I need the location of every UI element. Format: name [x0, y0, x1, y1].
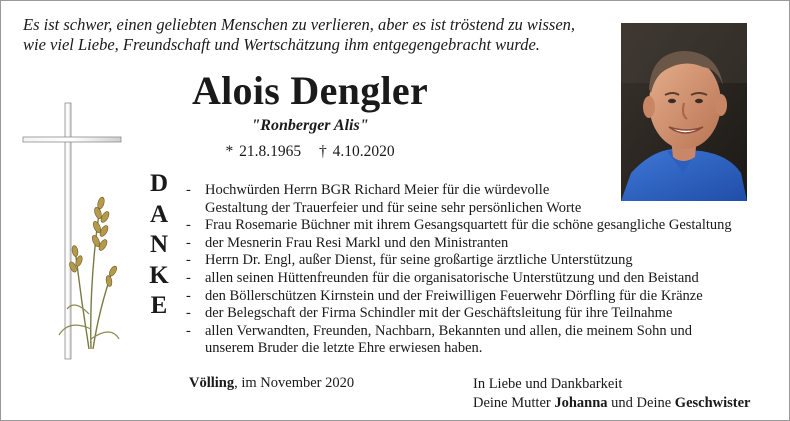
list-item [184, 270, 764, 288]
dash-bullet: - [186, 322, 191, 339]
dash-bullet: - [186, 182, 191, 198]
list-item [184, 182, 764, 217]
danke-letter: N [149, 231, 169, 258]
danke-letter: D [149, 170, 169, 197]
dash-bullet: - [186, 217, 191, 234]
cross-with-wheat-icon [19, 99, 129, 367]
list-item [184, 288, 764, 306]
place-name: Völling [189, 375, 235, 391]
siblings-label: Geschwister [674, 395, 751, 411]
list-item-line: Gestaltung der Trauerfeier und für seine sehr persönlichen Worte [205, 199, 582, 216]
dash-bullet: - [186, 234, 191, 251]
deceased-nickname: "Ronberger Alis" [251, 117, 369, 134]
intro-text [23, 15, 603, 55]
birth-date: * 21.8.1965 [225, 143, 302, 160]
danke-letter: A [149, 200, 169, 228]
list-item [184, 217, 764, 235]
dash-bullet: - [186, 252, 191, 269]
list-item-line: allen seinen Hüttenfreunden für die organisatorische Unterstützung und den Beistand [205, 269, 699, 286]
list-item-line: der Belegschaft der Firma Schindler mit der Geschäftsleitung für ihre Teilnahme [205, 305, 673, 322]
portrait-illustration [621, 23, 747, 201]
danke-vertical [141, 169, 177, 322]
danke-letter: E [150, 292, 168, 319]
list-item-line: den Böllerschützen Kirnstein und der Freiwilligen Feuerwehr Dörfling für die Kränze [205, 287, 703, 304]
list-item-line: allen Verwandten, Freunden, Nachbarn, Bekannten und allen, die meinem Sohn und [205, 322, 692, 339]
list-item [184, 305, 764, 323]
intro-line-1: Es ist schwer, einen geliebten Menschen zu verlieren, aber es ist tröstend zu wissen, [23, 15, 576, 34]
list-item-line: unserem Bruder die letzte Ehre erwiesen haben. [205, 340, 483, 357]
dash-bullet: - [186, 269, 191, 286]
life-dates [151, 143, 469, 161]
signature-prefix: Deine Mutter [473, 395, 555, 411]
signature-line [473, 394, 751, 413]
list-item-line: der Mesnerin Frau Resi Markl und den Ministranten [205, 234, 509, 251]
portrait-photo [621, 23, 747, 201]
list-item-line: Frau Rosemarie Büchner mit ihrem Gesangsquartett für die schöne gesangliche Gestaltung [205, 217, 732, 234]
list-item [184, 252, 764, 270]
mother-name: Johanna [554, 395, 608, 411]
dash-bullet: - [186, 305, 191, 322]
notice-date: , im November 2020 [234, 375, 355, 391]
deceased-name: Alois Dengler [191, 68, 429, 113]
list-item-line: Herrn Dr. Engl, außer Dienst, für seine großartige ärztliche Unterstützung [205, 252, 633, 269]
list-item [184, 323, 764, 358]
death-date: † 4.10.2020 [318, 143, 395, 160]
thanks-list [184, 182, 764, 358]
list-item [184, 235, 764, 253]
closing-line: In Liebe und Dankbarkeit [473, 376, 623, 392]
danke-letter: K [149, 261, 169, 289]
closing-signature [473, 375, 751, 413]
place-and-date [189, 375, 354, 392]
list-item-line: Hochwürden Herrn BGR Richard Meier für die würdevolle [205, 182, 550, 198]
intro-line-2: wie viel Liebe, Freundschaft und Wertschätzung ihm entgegengebracht wurde. [23, 35, 540, 54]
dash-bullet: - [186, 287, 191, 304]
signature-middle: und Deine [607, 395, 675, 411]
